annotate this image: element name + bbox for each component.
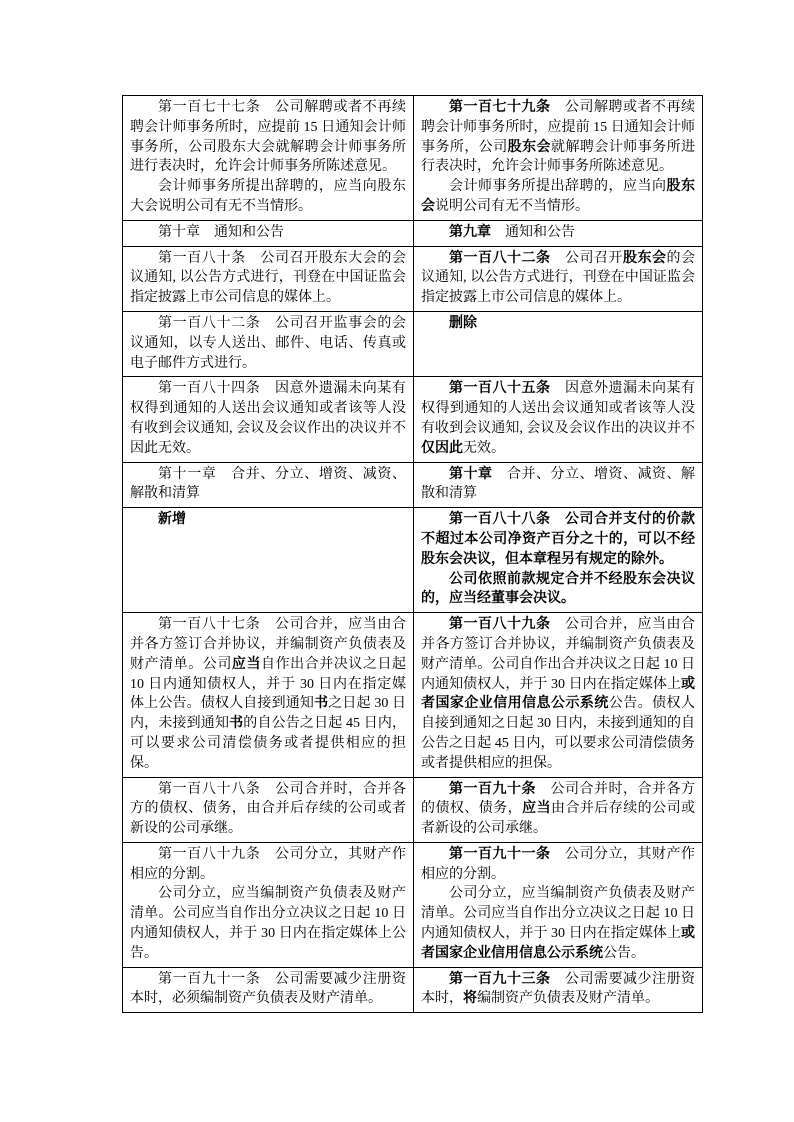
cell-right — [414, 777, 703, 842]
text-run: 第十章 通知和公告 — [158, 224, 284, 240]
amended-text-run: 第一百九十三条 — [449, 971, 551, 987]
cell-left — [123, 777, 414, 842]
amended-text-run: 股东会 — [421, 179, 695, 214]
cell-left — [123, 967, 414, 1013]
paragraph — [421, 314, 695, 334]
cell-right — [414, 967, 703, 1013]
paragraph — [421, 98, 695, 177]
amended-text-run: 第九章 — [449, 224, 491, 240]
text-run: 就解聘会计师事务所进行表决时，允许会计师事务所陈述意见。 — [421, 139, 696, 175]
text-run: 第一百八十九条 公司分立，其财产作相应的分割。 — [130, 846, 406, 882]
cell-left — [123, 508, 414, 613]
cell-left — [123, 311, 414, 376]
cell-left — [123, 613, 414, 777]
text-run: 公告。债权人自接到通知之日起 30 日内，未接到通知的自公告之日起 45 日内，可以要求公司清偿债务或者提供相应的担保。 — [421, 696, 696, 771]
paragraph — [130, 379, 406, 458]
text-run: 第一百八十七条 公司合并，应当由合并各方签订合并协议，并编制资产负债表及财产清单。公司 — [130, 617, 406, 672]
amended-text-run: 仅因此 — [421, 440, 463, 456]
amended-text-run: 第一百八十二条 — [449, 250, 551, 266]
cell-left — [123, 842, 414, 967]
amended-text-run: 书 — [314, 696, 329, 712]
amended-text-run: 将 — [463, 991, 477, 1007]
cell-left — [123, 220, 414, 246]
text-run: 第一百八十二条 公司召开监事会的会议通知，以专人送出、邮件、电话、传真或电子邮件方式进行。 — [130, 315, 406, 371]
table-row — [123, 462, 703, 508]
cell-right — [414, 842, 703, 967]
paragraph — [421, 615, 695, 773]
table-row — [123, 967, 703, 1013]
amended-text-run: 或者国家企业信用信息公示系统 — [421, 926, 695, 961]
amended-text-run: 第一百七十九条 — [449, 100, 551, 115]
paragraph — [130, 780, 406, 839]
text-run: 公司需要减少注册资本时， — [421, 971, 695, 1007]
paragraph — [130, 314, 406, 373]
amended-text-run: 第一百八十九条 — [449, 617, 551, 633]
amended-text-run: 公司依照前款规定合并不经股东会决议的，应当经董事会决议。 — [421, 571, 695, 607]
paragraph — [421, 970, 695, 1010]
text-run: 第十一章 合并、分立、增资、减资、解散和清算 — [130, 466, 406, 502]
table-row — [123, 96, 703, 221]
comparison-table-body — [123, 96, 703, 1013]
cell-right — [414, 377, 703, 462]
paragraph — [130, 510, 406, 530]
paragraph — [130, 98, 406, 177]
text-run: 自作出合并决议之日起 10 日内通知债权人，并于 30 日内在指定媒体上公告。债权人自接到通知 — [130, 656, 407, 712]
text-run: 编制资产负债表及财产清单。 — [477, 991, 659, 1007]
paragraph — [421, 223, 695, 243]
paragraph — [421, 379, 695, 458]
amended-text-run: 第一百九十一条 — [449, 846, 551, 862]
paragraph — [421, 177, 695, 217]
amended-text-run: 第一百八十五条 — [449, 381, 551, 397]
amended-text-run: 第一百八十八条 公司合并支付的价款不超过本公司净资产百分之十的，可以不经股东会决议，但本章程另有规定的除外。 — [421, 512, 695, 567]
paragraph — [130, 249, 406, 308]
cell-right — [414, 311, 703, 376]
text-run: 第一百九十一条 公司需要减少注册资本时，必须编制资产负债表及财产清单。 — [130, 971, 406, 1007]
amended-text-run: 书 — [229, 716, 244, 732]
paragraph — [421, 570, 695, 610]
table-row — [123, 220, 703, 246]
text-run: 通知和公告 — [491, 224, 575, 240]
paragraph — [130, 845, 406, 885]
text-run: 第一百八十四条 因意外遗漏未向某有权得到通知的人送出会议通知或者该等人没有收到会议通知, 会议及会议作出的决议并不因此无效。 — [130, 381, 406, 456]
text-run: 公告。 — [603, 945, 645, 961]
table-row — [123, 777, 703, 842]
paragraph — [421, 845, 695, 885]
table-row — [123, 311, 703, 376]
cell-left — [123, 377, 414, 462]
cell-right — [414, 613, 703, 777]
amended-text-run: 应当 — [522, 801, 552, 817]
table-row — [123, 377, 703, 462]
paragraph — [130, 615, 406, 773]
text-run: 说明公司有无不当情形。 — [435, 198, 589, 214]
table-row — [123, 613, 703, 777]
cell-right — [414, 96, 703, 221]
cell-left — [123, 96, 414, 221]
cell-left — [123, 462, 414, 508]
amended-text-run: 股东会 — [623, 250, 667, 266]
text-run: 无效。 — [463, 440, 505, 456]
text-run: 公司解聘或者不再续聘会计师事务所时，应提前 15 日通知会计师事务所，公司 — [421, 100, 695, 155]
table-row — [123, 842, 703, 967]
cell-right — [414, 508, 703, 613]
text-run: 的自公告之日起 45 日内，可以要求公司清偿债务或者提供相应的担保。 — [130, 716, 407, 771]
text-run: 会计师事务所提出辞聘的，应当向股东大会说明公司有无不当情形。 — [130, 179, 406, 214]
paragraph — [130, 884, 406, 963]
text-run: 因意外遗漏未向某有权得到通知的人送出会议通知或者该等人没有收到会议通知, 会议及会议作出的决议并不 — [421, 381, 695, 436]
text-run: 第一百八十八条 公司合并时，合并各方的债权、债务，由合并后存续的公司或者新设的公司承继。 — [130, 781, 406, 837]
paragraph — [421, 510, 695, 569]
amended-text-run: 第一百九十条 — [449, 781, 536, 797]
cell-right — [414, 246, 703, 311]
text-run: 公司召开 — [550, 250, 623, 266]
paragraph — [130, 223, 406, 243]
text-run: 公司分立，应当编制资产负债表及财产清单。公司应当自作出分立决议之日起 10 日内通知债权人，并于 30 日内在指定媒体上公告。 — [130, 886, 406, 961]
text-run: 第一百七十七条 公司解聘或者不再续聘会计师事务所时，应提前 15 日通知会计师事务所，公司股东大会就解聘会计师事务所进行表决时，允许会计师事务所陈述意见。 — [130, 100, 406, 175]
text-run: 第一百八十条 公司召开股东大会的会议通知, 以公告方式进行，刊登在中国证监会指定披露上市公司信息的媒体上。 — [130, 250, 406, 306]
comparison-table — [122, 95, 703, 1013]
paragraph — [421, 884, 695, 963]
paragraph — [421, 249, 695, 308]
paragraph — [130, 465, 406, 505]
text-run: 合并、分立、增资、减资、解散和清算 — [421, 466, 695, 502]
text-run: 公司合并时，合并各方的债权、债务， — [421, 781, 695, 817]
text-run: 的会议通知, 以公告方式进行，刊登在中国证监会指定披露上市公司信息的媒体上。 — [421, 250, 695, 306]
text-run: 公司合并，应当由合并各方签订合并协议，并编制资产负债表及财产清单。公司自作出合并决议之日起 10 日内通知债权人，并于 30 日内在指定媒体上 — [421, 617, 695, 692]
amended-text-run: 应当 — [231, 656, 262, 672]
table-row — [123, 508, 703, 613]
paragraph — [130, 970, 406, 1010]
cell-left — [123, 246, 414, 311]
amended-text-run: 删除 — [449, 315, 477, 331]
text-run: 公司分立，其财产作相应的分割。 — [421, 846, 695, 882]
paragraph — [421, 465, 695, 505]
amended-text-run: 新增 — [158, 512, 186, 528]
cell-right — [414, 220, 703, 246]
paragraph — [130, 177, 406, 217]
text-run: 公司分立，应当编制资产负债表及财产清单。公司应当自作出分立决议之日起 10 日内通知债权人，并于 30 日内在指定媒体上 — [421, 886, 695, 942]
paragraph — [421, 780, 695, 839]
table-row — [123, 246, 703, 311]
amended-text-run: 第十章 — [449, 466, 493, 482]
amended-text-run: 股东会 — [507, 139, 552, 155]
text-run: 会计师事务所提出辞聘的，应当向 — [449, 179, 667, 195]
text-run: 之日起 30 日内，未接到通知 — [130, 696, 407, 732]
cell-right — [414, 462, 703, 508]
text-run: 由合并后存续的公司或者新设的公司承继。 — [421, 801, 696, 837]
amended-text-run: 或者国家企业信用信息公示系统 — [421, 676, 695, 712]
